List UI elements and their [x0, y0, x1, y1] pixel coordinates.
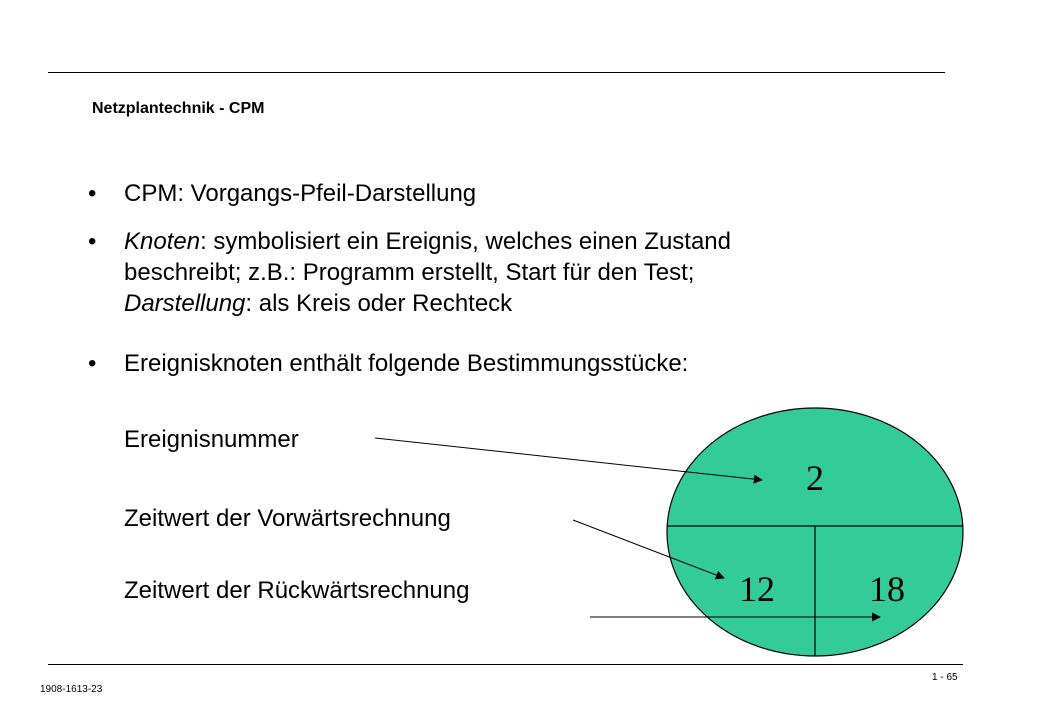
- footer-page-number: 1 - 65: [932, 672, 958, 683]
- label-vorwaertsrechnung: Zeitwert der Vorwärtsrechnung: [124, 505, 451, 532]
- label-ereignisnummer: Ereignisnummer: [124, 426, 299, 453]
- bullet-dot: •: [88, 228, 97, 255]
- page-title: Netzplantechnik - CPM: [92, 100, 265, 117]
- node-event-number: 2: [806, 458, 824, 498]
- node-forward-time: 12: [739, 569, 775, 609]
- bottom-rule: [48, 664, 963, 665]
- bullet-dot: •: [88, 350, 97, 377]
- knoten-description: : symbolisiert ein Ereignis, welches einen Zustand: [200, 228, 731, 255]
- knoten-example: beschreibt; z.B.: Programm erstellt, Start für den Test;: [124, 259, 695, 286]
- bullet-ereignisknoten-text: Ereignisknoten enthält folgende Bestimmungsstücke:: [124, 350, 689, 377]
- label-rueckwaertsrechnung: Zeitwert der Rückwärtsrechnung: [124, 577, 470, 604]
- bullet-dot: •: [88, 180, 97, 207]
- term-darstellung: Darstellung: [124, 290, 246, 317]
- term-knoten: Knoten: [124, 228, 201, 255]
- darstellung-description: : als Kreis oder Rechteck: [245, 290, 513, 317]
- node-backward-time: 18: [869, 569, 905, 609]
- footer-document-id: 1908-1613-23: [40, 684, 103, 695]
- bullet-cpm-text: CPM: Vorgangs-Pfeil-Darstellung: [124, 180, 477, 207]
